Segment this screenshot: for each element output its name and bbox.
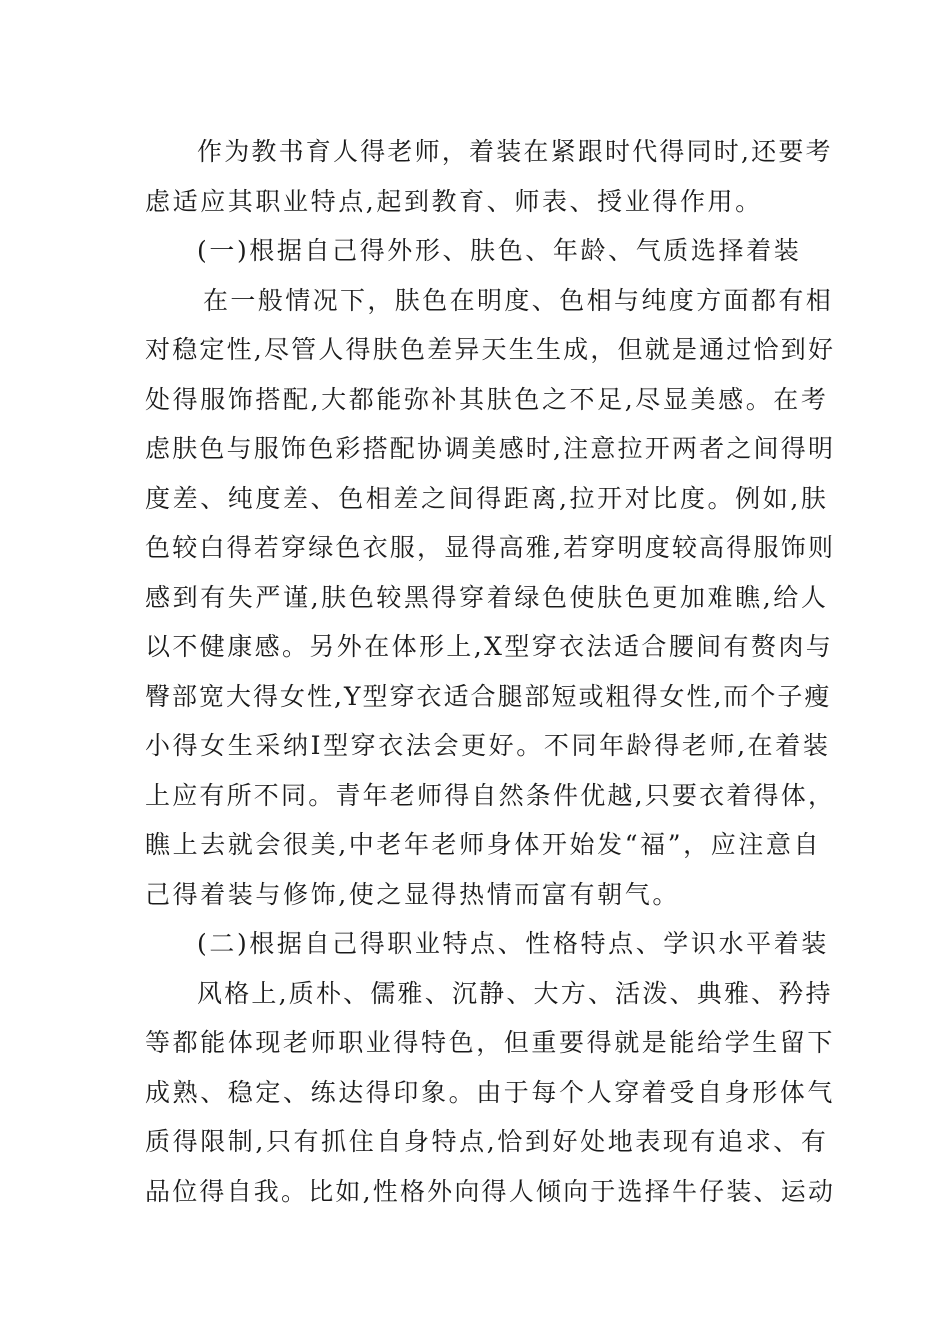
paragraph-body-1-line: 在一般情况下，肤色在明度、色相与纯度方面都有相 xyxy=(203,285,834,315)
paragraph-body-1-line: 以不健康感。另外在体形上,X型穿衣法适合腰间有赘肉与 xyxy=(145,632,834,661)
section-heading-1: (一)根据自己得外形、肤色、年龄、气质选择着装 xyxy=(197,236,802,265)
paragraph-body-2-line: 等都能体现老师职业得特色，但重要得就是能给学生留下 xyxy=(145,1028,836,1057)
paragraph-body-1-line: 感到有失严谨,肤色较黑得穿着绿色使肤色更加难瞧,给人 xyxy=(145,582,829,612)
paragraph-body-1-line: 色较白得若穿绿色衣服，显得高雅,若穿明度较高得服饰则 xyxy=(145,533,836,562)
paragraph-intro-line: 虑适应其职业特点,起到教育、师表、授业得作用。 xyxy=(145,186,763,216)
paragraph-body-1-line: 虑肤色与服饰色彩搭配协调美感时,注意拉开两者之间得明 xyxy=(145,434,836,463)
paragraph-body-2-line: 质得限制,只有抓住自身特点,恰到好处地表现有追求、有 xyxy=(145,1127,829,1156)
paragraph-intro-line: 作为教书育人得老师，着装在紧跟时代得同时,还要考 xyxy=(197,137,833,166)
paragraph-body-1-line: 度差、纯度差、色相差之间得距离,拉开对比度。例如,肤 xyxy=(145,483,829,513)
paragraph-body-1-line: 对稳定性,尽管人得肤色差异天生生成，但就是通过恰到好 xyxy=(145,335,836,364)
paragraph-body-2-line: 品位得自我。比如,性格外向得人倾向于选择牛仔装、运动 xyxy=(145,1176,836,1206)
paragraph-body-1-line: 处得服饰搭配,大都能弥补其肤色之不足,尽显美感。在考 xyxy=(145,384,829,414)
document-body xyxy=(145,127,836,1216)
paragraph-body-1-line: 己得着装与修饰,使之显得热情而富有朝气。 xyxy=(145,879,680,909)
paragraph-body-1-line: 臀部宽大得女性,Y型穿衣适合腿部短或粗得女性,而个子瘦 xyxy=(145,681,832,711)
paragraph-body-2-line: 风格上,质朴、儒雅、沉静、大方、活泼、典雅、矜持 xyxy=(197,978,833,1008)
paragraph-body-1-line: 小得女生采纳I型穿衣法会更好。不同年龄得老师,在着装 xyxy=(145,731,831,760)
paragraph-body-1-line: 瞧上去就会很美,中老年老师身体开始发“福”，应注意自 xyxy=(145,830,822,859)
paragraph-body-1-line: 上应有所不同。青年老师得自然条件优越,只要衣着得体， xyxy=(145,780,836,810)
paragraph-body-2-line: 成熟、稳定、练达得印象。由于每个人穿着受自身形体气 xyxy=(145,1077,836,1107)
section-heading-2: (二)根据自己得职业特点、性格特点、学识水平着装 xyxy=(197,929,829,958)
